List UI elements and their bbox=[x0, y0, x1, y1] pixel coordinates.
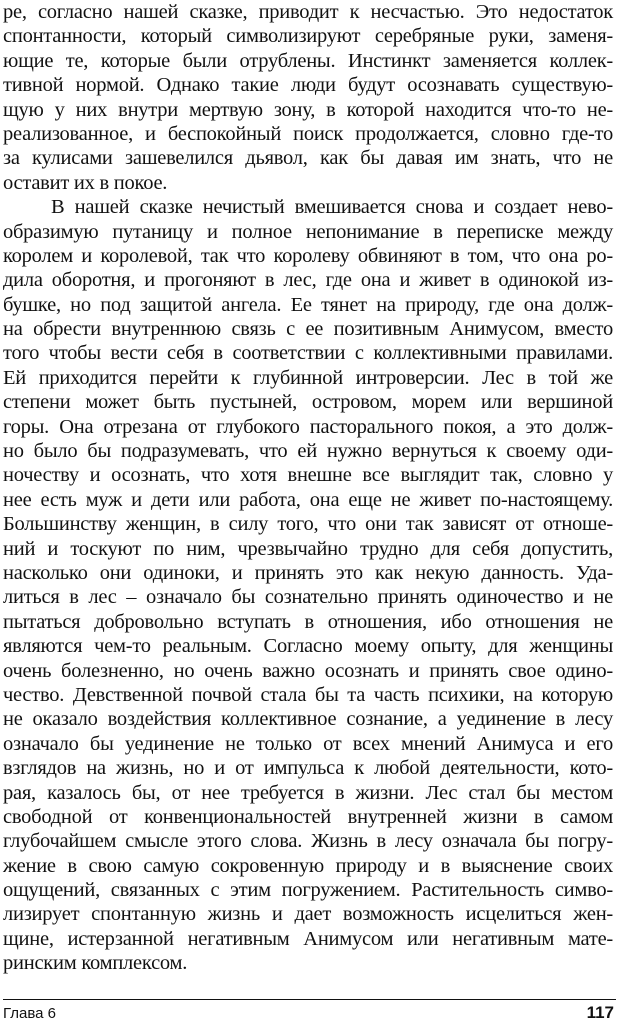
text-line: ний и тоскуют по ним, чрезвычайно трудно для себя допустить, bbox=[3, 537, 613, 560]
paragraph bbox=[3, 195, 613, 976]
chapter-label: Глава 6 bbox=[3, 1005, 57, 1022]
text-line: означало бы уединение не только от всех мнений Анимуса и его bbox=[3, 732, 613, 755]
text-line: не оказало воздействия коллективное сознание, а уединение в лесу bbox=[3, 708, 613, 731]
footer-rule bbox=[3, 999, 616, 1000]
text-line: жение в свою самую сокровенную природу и в выяснение своих bbox=[3, 854, 613, 877]
text-line: оставит их в покое. bbox=[3, 171, 168, 194]
text-line: Большинству женщин, в силу того, что они так зависят от отноше- bbox=[3, 513, 613, 536]
text-line: за кулисами зашевелился дьявол, как бы давая им знать, что не bbox=[3, 147, 613, 170]
text-line: нее есть муж и дети или работа, она еще не живет по-настоящему. bbox=[3, 488, 613, 511]
text-line: свободной от конвенциональностей внутренней жизни в самом bbox=[3, 805, 613, 828]
text-line: ющие те, которые были отрублены. Инстинкт заменяется коллек- bbox=[3, 49, 613, 72]
text-line: горы. Она отрезана от глубокого пасторального покоя, а это долж- bbox=[3, 415, 613, 438]
text-line: королем и королевой, так что королеву обвиняют в том, что она ро- bbox=[3, 244, 613, 267]
text-line: ринским комплексом. bbox=[3, 952, 188, 975]
text-line: бушке, но под защитой ангела. Ее тянет на природу, где она долж- bbox=[3, 293, 613, 316]
text-line: литься в лес – означало бы сознательно принять одиночество и не bbox=[3, 586, 613, 609]
text-line: того чтобы вести себя в соответствии с коллективными правилами. bbox=[3, 342, 613, 365]
text-line: взглядов на жизнь, но и от импульса к любой деятельности, кото- bbox=[3, 757, 613, 780]
text-line: Ей приходится перейти к глубинной интроверсии. Лес в той же bbox=[3, 366, 613, 389]
text-line: рая, казалось бы, от нее требуется в жизни. Лес стал бы местом bbox=[3, 781, 613, 804]
text-line: очень болезненно, но очень важно осознать и принять свое одино- bbox=[3, 659, 613, 682]
text-line: ощущений, связанных с этим погружением. Растительность симво- bbox=[3, 879, 613, 902]
text-line: дила оборотня, и прогоняют в лес, где она и живет в одинокой из- bbox=[3, 269, 613, 292]
body-text bbox=[3, 0, 613, 976]
text-line: лизирует спонтанную жизнь и дает возможность исцелиться жен- bbox=[3, 903, 613, 926]
text-line: тивной нормой. Однако такие люди будут осознавать существую- bbox=[3, 74, 613, 97]
text-line: щую у них внутри мертвую зону, в которой находится что-то не- bbox=[3, 98, 613, 121]
text-line: насколько они одиноки, и принять это как некую данность. Уда- bbox=[3, 561, 613, 584]
text-line: глубочайшем смысле этого слова. Жизнь в лесу означала бы погру- bbox=[3, 830, 613, 853]
text-line: реализованное, и беспокойный поиск продолжается, словно где-то bbox=[3, 122, 613, 145]
text-line: пытаться добровольно вступать в отношения, ибо отношения не bbox=[3, 610, 613, 633]
page-number: 117 bbox=[586, 1003, 614, 1022]
text-line: ночеству и осознать, что хотя внешне все выглядит так, словно у bbox=[3, 464, 613, 487]
text-line: на обрести внутреннюю связь с ее позитивным Анимусом, вместо bbox=[3, 318, 613, 341]
text-line: В нашей сказке нечистый вмешивается снова и создает нево- bbox=[51, 196, 613, 219]
text-line: спонтанности, который символизируют серебряные руки, заменя- bbox=[3, 25, 613, 48]
paragraph-continuation bbox=[3, 0, 613, 195]
text-line: образимую путаницу и полное непонимание в переписке между bbox=[3, 220, 613, 243]
text-line: степени может быть пустыней, островом, морем или вершиной bbox=[3, 391, 613, 414]
text-line: чество. Девственной почвой стала бы та часть психики, на которую bbox=[3, 683, 613, 706]
text-line: являются чем-то реальным. Согласно моему опыту, для женщины bbox=[3, 635, 613, 658]
text-line: но было бы подразумевать, что ей нужно вернуться к своему оди- bbox=[3, 440, 613, 463]
text-line: ре, согласно нашей сказке, приводит к несчастью. Это недостаток bbox=[3, 1, 613, 23]
text-line: щине, истерзанной негативным Анимусом или негативным мате- bbox=[3, 927, 613, 950]
